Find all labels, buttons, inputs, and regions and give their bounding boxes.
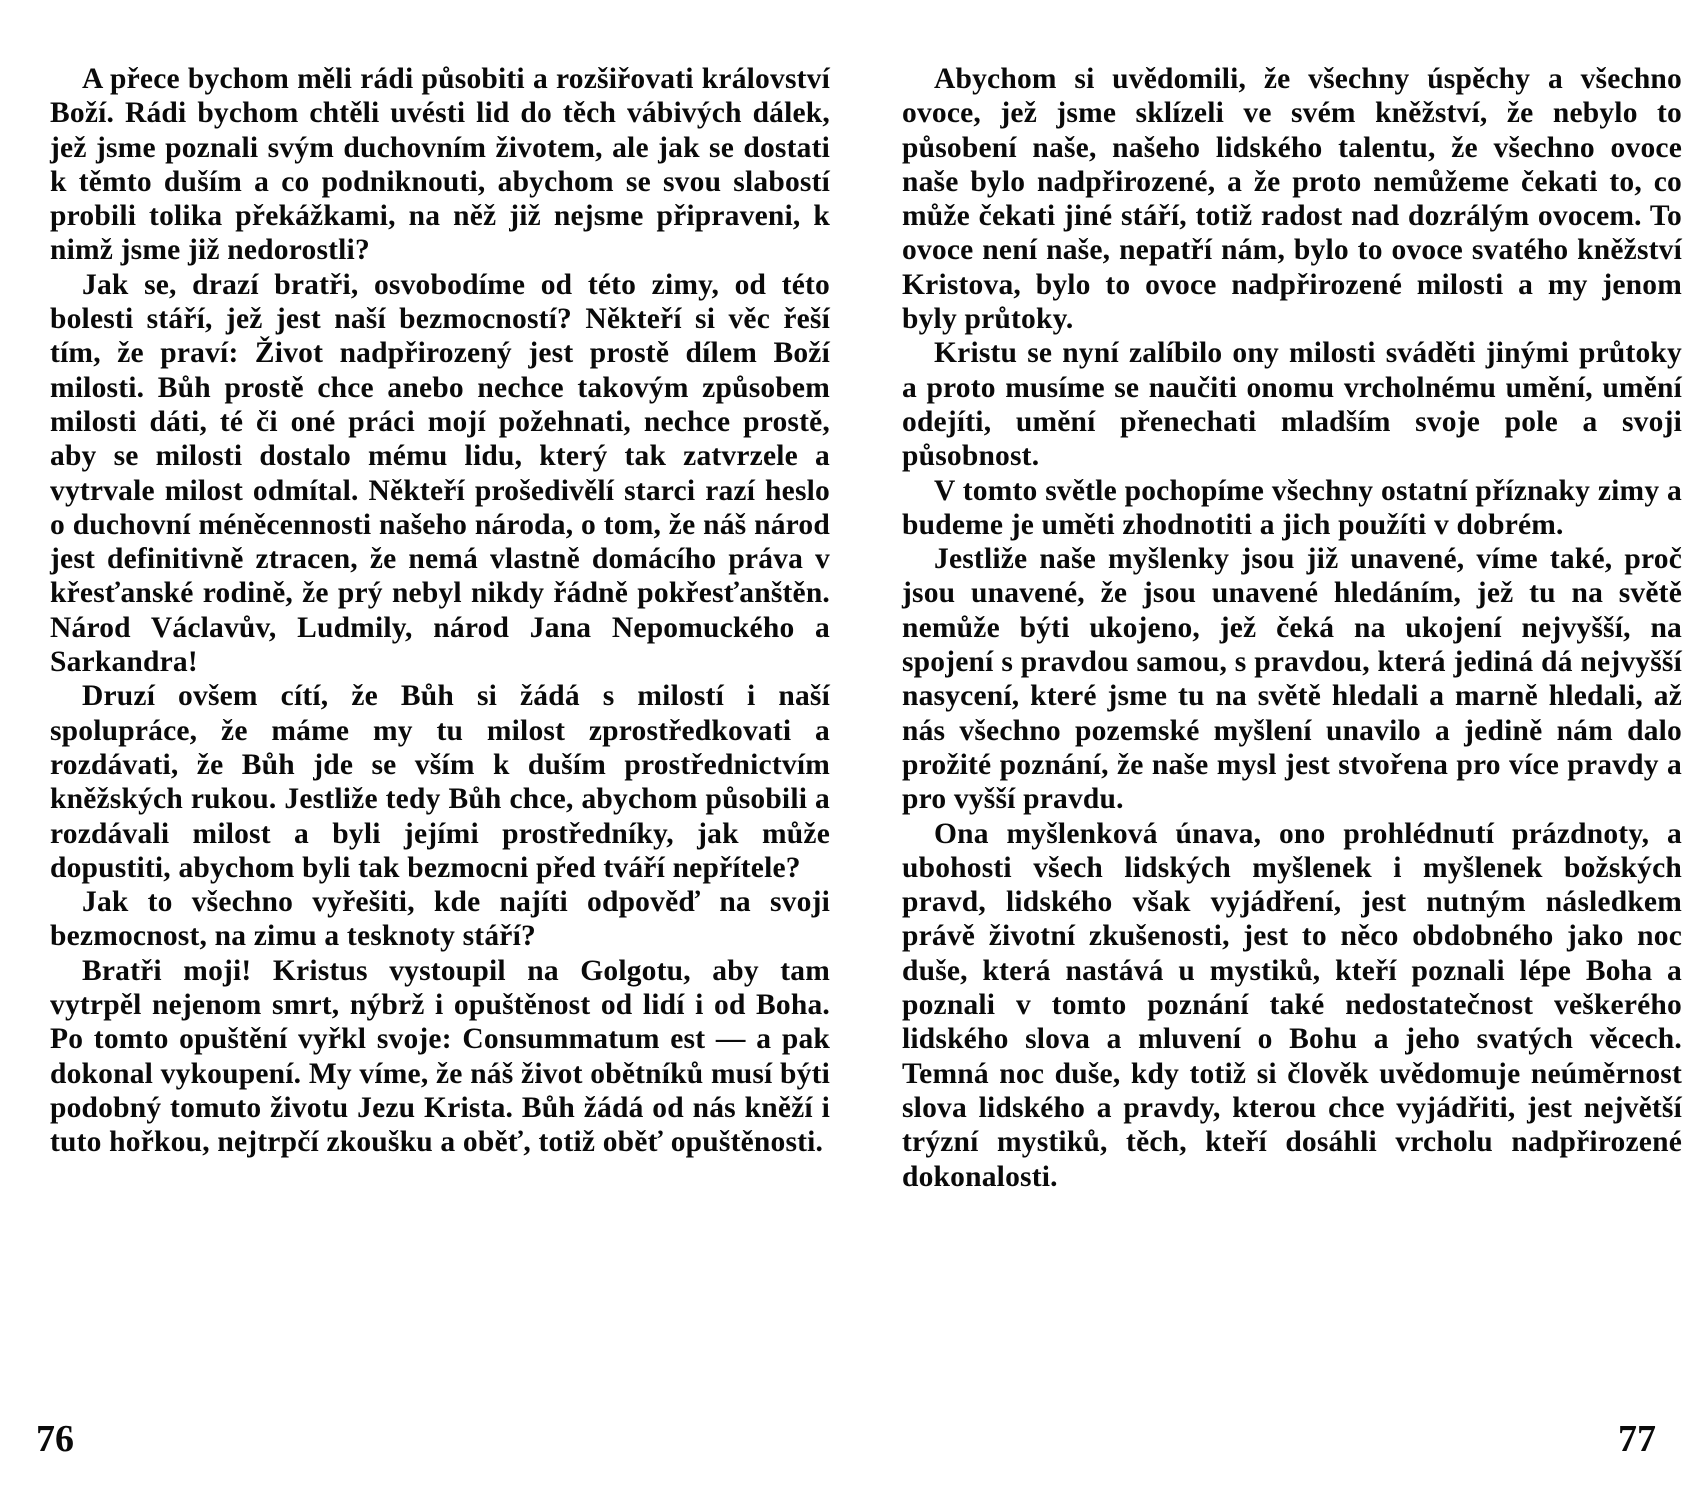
right-page-text (902, 62, 1682, 1194)
paragraph: Druzí ovšem cítí, že Bůh si žádá s milostí i naší spolupráce, že máme my tu milost zprostředkovati a rozdávati, že Bůh jde se vším k duším prostřednictvím kněžských rukou. Jestliže tedy Bůh chce, abychom působili a rozdávali milost a byli jejími prostředníky, jak může dopustiti, abychom byli tak bezmocni před tváří nepřítele? (50, 680, 830, 884)
page-number-left: 76 (36, 1418, 74, 1460)
paragraph: Jestliže naše myšlenky jsou již unavené, víme také, proč jsou unavené, že jsou unavené hledáním, jež tu na světě nemůže býti ukojeno, jež čeká na ukojení nejvyšší, na spojení s pravdou samou, s pravdou, která jediná dá nejvyšší nasycení, které jsme tu na světě hledali a marně hledali, až nás všechno pozemské myšlení unavilo a jedině nám dalo prožité poznání, že naše mysl jest stvořena pro více pravdy a pro vyšší pravdu. (902, 543, 1682, 816)
page-number-right: 77 (1618, 1418, 1656, 1460)
paragraph: Jak to všechno vyřešiti, kde najíti odpověď na svoji bezmocnost, na zimu a tesknoty stáří? (50, 886, 830, 953)
paragraph: A přece bychom měli rádi působiti a rozšiřovati království Boží. Rádi bychom chtěli uvésti lid do těch vábivých dálek, jež jsme poznali svým duchovním životem, ale jak se dostati k těmto duším a co podniknouti, abychom se svou slabostí probili tolika překážkami, na něž již nejsme připraveni, k nimž jsme již nedorostli? (50, 63, 830, 267)
paragraph: Ona myšlenková únava, ono prohlédnutí prázdnoty, a ubohosti všech lidských myšlenek i myšlenek božských pravd, lidského však vyjádření, jest nutným následkem právě životní zkušenosti, jest to něco obdobného jako noc duše, která nastává u mystiků, kteří poznali lépe Boha a poznali v tomto poznání také nedostatečnost veškerého lidského slova a mluvení o Bohu a jeho svatých věcech. Temná noc duše, kdy totiž si člověk uvědomuje neúměrnost slova lidského a pravdy, kterou chce vyjádřiti, jest největší trýzní mystiků, těch, kteří dosáhli vrcholu nadpřirozené dokonalosti. (902, 817, 1682, 1193)
paragraph: Bratři moji! Kristus vystoupil na Golgotu, aby tam vytrpěl nejenom smrt, nýbrž i opuštěnost od lidí i od Boha. Po tomto opuštění vyřkl svoje: Consummatum est — a pak dokonal vykoupení. My víme, že náš život obětníků musí býti podobný tomuto životu Jezu Krista. Bůh žádá od nás kněží i tuto hořkou, nejtrpčí zkoušku a oběť, totiž oběť opuštěnosti. (50, 954, 830, 1159)
paragraph: Jak se, drazí bratři, osvobodíme od této zimy, od této bolesti stáří, jež jest naší bezmocností? Někteří si věc řeší tím, že praví: Život nadpřirozený jest prostě dílem Boží milosti. Bůh prostě chce anebo nechce takovým způsobem milosti dáti, té či oné práci mojí požehnati, nechce prostě, aby se milosti dostalo mému lidu, který tak zatvrzele a vytrvale milost odmítal. Někteří prošedivělí starci razí heslo o duchovní méněcennosti našeho národa, o tom, že náš národ jest definitivně ztracen, že nemá vlastně domácího práva v křesťanské rodině, že prý nebyl nikdy řádně pokřesťanštěn. Národ Václavův, Ludmily, národ Jana Nepomuckého a Sarkandra! (50, 268, 830, 679)
paragraph: V tomto světle pochopíme všechny ostatní příznaky zimy a budeme je uměti zhodnotiti a jich použíti v dobrém. (902, 474, 1682, 541)
paragraph: Kristu se nyní zalíbilo ony milosti sváděti jinými průtoky a proto musíme se naučiti onomu vrcholnému umění, umění odejíti, umění přenechati mladším svoje pole a svoji působnost. (902, 337, 1682, 473)
left-page-text (50, 62, 830, 1160)
paragraph: Abychom si uvědomili, že všechny úspěchy a všechno ovoce, jež jsme sklízeli ve svém kněžství, že nebylo to působení naše, našeho lidského talentu, že všechno ovoce naše bylo nadpřirozené, a že proto nemůžeme čekati to, co může čekati jiné stáří, totiž radost nad dozrálým ovocem. To ovoce není naše, nepatří nám, bylo to ovoce svatého kněžství Kristova, bylo to ovoce nadpřirozené milosti a my jenom byly průtoky. (902, 63, 1682, 336)
